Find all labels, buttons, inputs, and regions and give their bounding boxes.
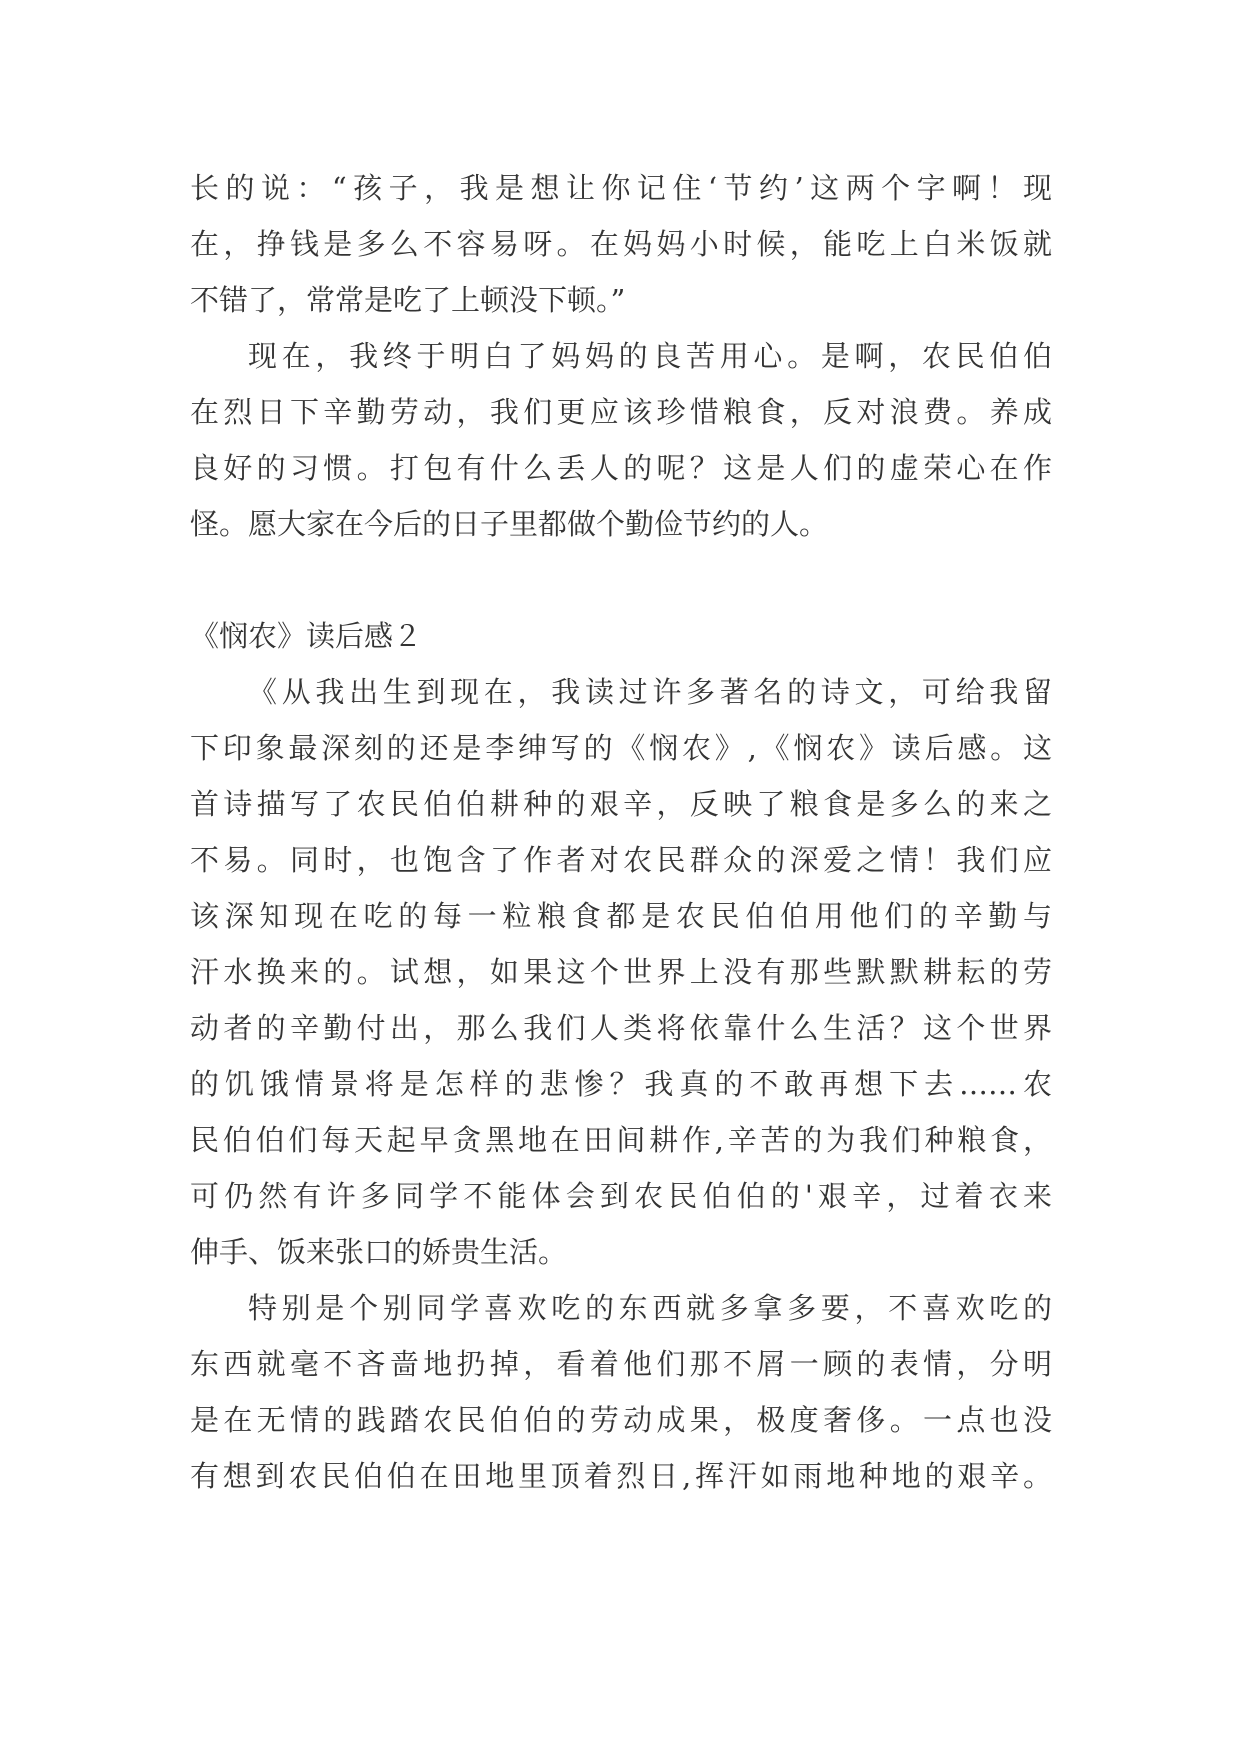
paragraph <box>190 1280 1052 1504</box>
text-line: 不易。同时，也饱含了作者对农民群众的深爱之情！我们应 <box>190 843 1052 877</box>
paragraph <box>190 328 1052 552</box>
paragraph <box>190 664 1052 1280</box>
text-line: 有想到农民伯伯在田地里顶着烈日,挥汗如雨地种地的艰辛。 <box>190 1459 1052 1493</box>
text-line: 该深知现在吃的每一粒粮食都是农民伯伯用他们的辛勤与 <box>190 899 1052 933</box>
text-line: 在，挣钱是多么不容易呀。在妈妈小时候，能吃上白米饭就 <box>190 227 1052 261</box>
text-line: 《从我出生到现在，我读过许多著名的诗文，可给我留 <box>248 675 1052 709</box>
text-line: 民伯伯们每天起早贪黑地在田间耕作,辛苦的为我们种粮食， <box>190 1123 1052 1157</box>
text-line: 可仍然有许多同学不能体会到农民伯伯的'艰辛，过着衣来 <box>190 1179 1052 1213</box>
text-line: 是在无情的践踏农民伯伯的劳动成果，极度奢侈。一点也没 <box>190 1403 1052 1437</box>
text-line: 伸手、饭来张口的娇贵生活。 <box>190 1235 568 1269</box>
section-heading: 《悯农》读后感２ <box>190 619 423 653</box>
text-line: 汗水换来的。试想，如果这个世界上没有那些默默耕耘的劳 <box>190 955 1052 989</box>
text-line: 特别是个别同学喜欢吃的东西就多拿多要，不喜欢吃的 <box>248 1291 1052 1325</box>
text-line: 动者的辛勤付出，那么我们人类将依靠什么生活？这个世界 <box>190 1011 1052 1045</box>
text-line: 现在，我终于明白了妈妈的良苦用心。是啊，农民伯伯 <box>248 339 1052 373</box>
text-line: 长的说：“孩子，我是想让你记住‘节约’这两个字啊！现 <box>190 171 1052 205</box>
text-line: 不错了，常常是吃了上顿没下顿。” <box>190 283 626 317</box>
text-line: 在烈日下辛勤劳动，我们更应该珍惜粮食，反对浪费。养成 <box>190 395 1052 429</box>
text-line: 怪。愿大家在今后的日子里都做个勤俭节约的人。 <box>190 507 829 541</box>
document-page <box>190 160 1052 1504</box>
text-line: 的饥饿情景将是怎样的悲惨？我真的不敢再想下去……农 <box>190 1067 1052 1101</box>
text-line: 良好的习惯。打包有什么丢人的呢？这是人们的虚荣心在作 <box>190 451 1052 485</box>
paragraph-continued <box>190 160 1052 328</box>
text-line: 东西就毫不吝啬地扔掉，看着他们那不屑一顾的表情，分明 <box>190 1347 1052 1381</box>
text-line: 下印象最深刻的还是李绅写的《悯农》,《悯农》读后感。这 <box>190 731 1052 765</box>
text-line: 首诗描写了农民伯伯耕种的艰辛，反映了粮食是多么的来之 <box>190 787 1052 821</box>
